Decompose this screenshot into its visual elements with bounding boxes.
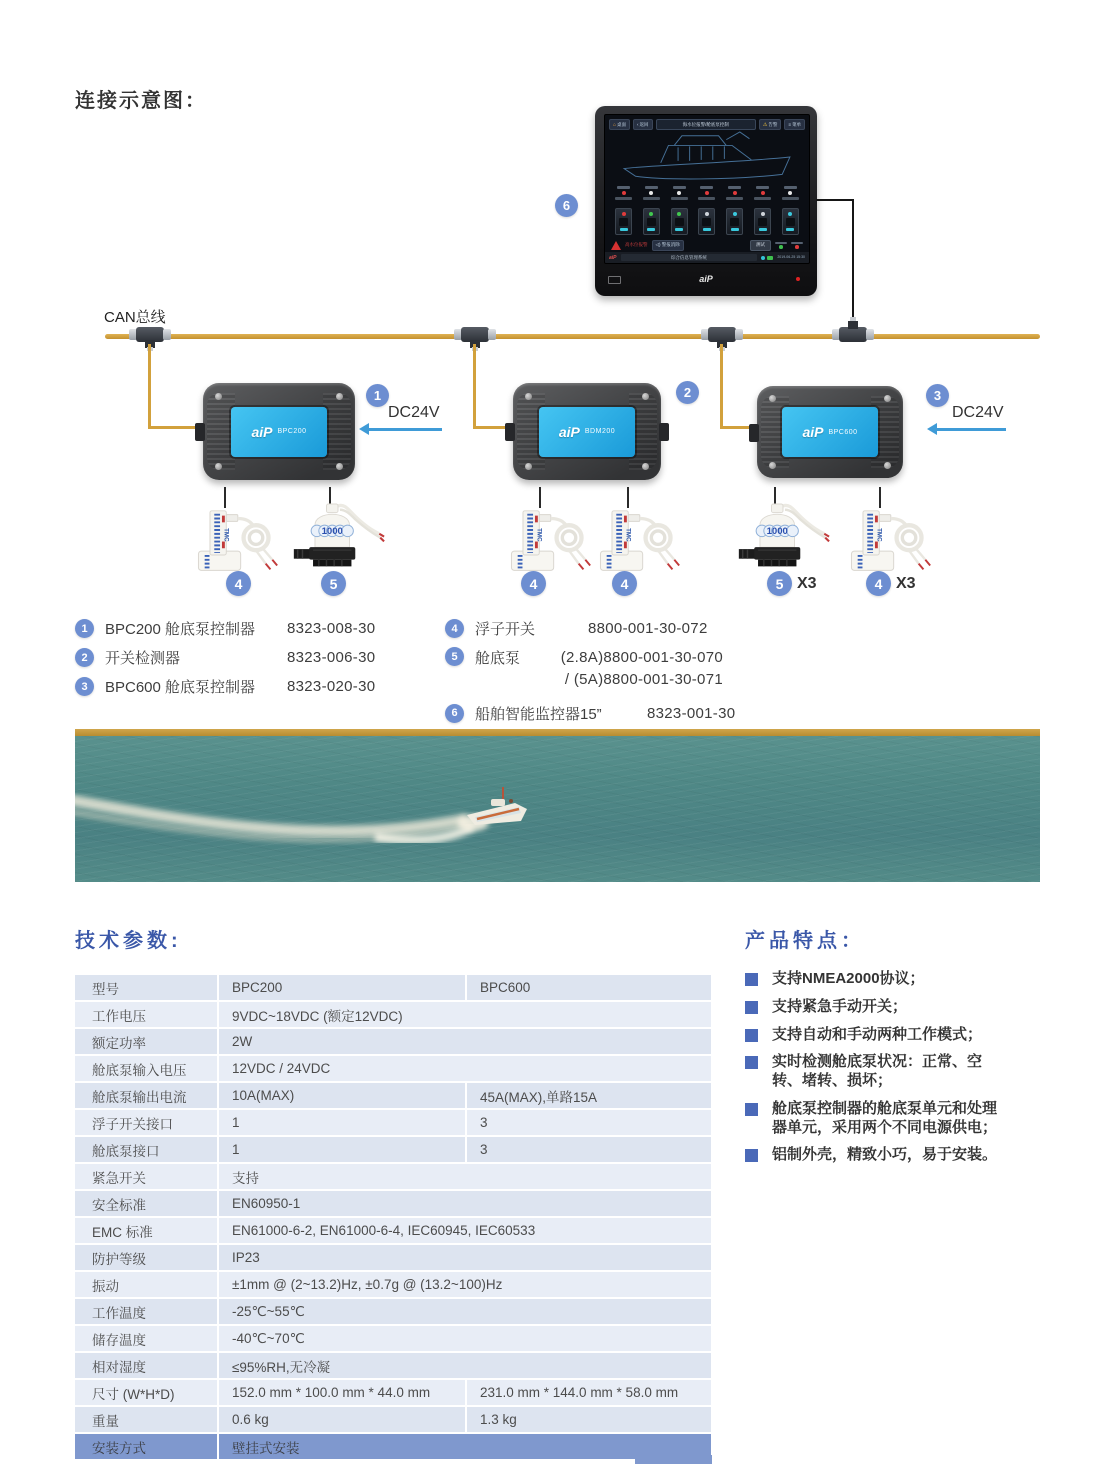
menu-icon: ≡ [788,122,791,127]
brand-logo: aiP [558,423,580,440]
home-icon: ⌂ [613,121,617,128]
high-water-alarm-text: 高水位报警 [625,242,648,247]
dc24v-label-3: DC24V [952,404,1004,421]
sea-boat-photo [75,729,1040,882]
pump-switch-button [615,208,632,235]
spec-row [75,1407,711,1432]
legend-badge-5: 5 [445,647,464,666]
spec-value-bpc600: 45A(MAX),单路15A [467,1083,711,1108]
spec-label: 舱底泵输出电流 [75,1083,217,1108]
feature-text: 支持自动和手动两种工作模式； [772,1025,983,1043]
feature-item [745,1026,1065,1045]
can-bus-line [105,334,1040,339]
feature-text: 舱底泵控制器的舱底泵单元和处理器单元，采用两个不同电源供电； [772,1099,998,1136]
controller-bpc200 [203,383,355,480]
badge-4: 4 [226,571,251,596]
spec-label: 额定功率 [75,1029,217,1054]
monitor-footer-logo: aiP [609,254,617,261]
ship-monitor-device [595,106,817,296]
monitor-footer-icons [761,256,773,260]
spec-label: 安全标准 [75,1191,217,1216]
spec-row [75,1110,711,1135]
legend-name: 开关检测器 [105,650,181,667]
legend-badge-1: 1 [75,619,94,638]
t-connector-2 [454,326,496,343]
spec-value-bpc200: ≤95%RH,无冷凝 [219,1353,711,1378]
spec-row [75,1137,711,1162]
spec-value-bpc600: 231.0 mm * 144.0 mm * 58.0 mm [467,1380,711,1405]
spec-value-bpc600: 1.3 kg [467,1407,711,1432]
qty-x3: X3 [896,574,916,592]
spec-label: 舱底泵输入电压 [75,1056,217,1081]
legend-badge-4: 4 [445,619,464,638]
float-switch [498,505,594,580]
spec-value-bpc200: 10A(MAX) [219,1083,465,1108]
spec-row [75,1002,711,1027]
specs-heading: 技术参数: [75,930,182,952]
bilge-pump [290,502,386,577]
boat-wake-graphic [75,729,1040,882]
spec-label: EMC 标准 [75,1218,217,1243]
compartment-indicator [643,186,660,200]
monitor-screen [604,114,810,264]
photo-top-band [75,729,1040,736]
compartment-indicator [726,186,743,200]
spec-label: 相对湿度 [75,1353,217,1378]
spec-label: 储存温度 [75,1326,217,1351]
bullet-square-icon [745,1001,758,1014]
drop-cable-3 [720,344,723,429]
monitor-cable-vertical [852,199,854,323]
spec-value-bpc200: EN60950-1 [219,1191,711,1216]
controller-bpc600 [757,386,903,478]
legend-badge-3: 3 [75,677,94,696]
drop-cable-1 [148,344,151,429]
spec-value-bpc600: 3 [467,1110,711,1135]
monitor-switch-row [615,208,799,235]
status-indicator-normal [775,242,787,249]
spec-label: 舱底泵接口 [75,1137,217,1162]
monitor-status-bar [605,252,809,263]
power-led [796,277,800,281]
spec-row [75,1191,711,1216]
table-bottom-notch [635,1455,712,1464]
legend-item [445,703,765,724]
badge-3: 3 [926,384,949,407]
spec-value-bpc200: 1 [219,1137,465,1162]
qty-x3: X3 [797,574,817,592]
controller-screen [782,407,878,457]
dc24v-arrow-3 [936,428,1006,431]
brand-logo: aiP [251,423,273,440]
spec-row [75,1299,711,1324]
spec-value-bpc200: IP23 [219,1245,711,1270]
dc24v-arrow-1 [368,428,442,431]
spec-row [75,1353,711,1378]
monitor-footer-title: 综合信息管理系统 [621,254,758,261]
connection-diagram-heading: 连接示意图： [75,90,207,112]
spec-row [75,1083,711,1108]
spec-label: 防护等级 [75,1245,217,1270]
spec-row [75,1380,711,1405]
warning-icon: ⚠ [762,121,768,128]
spec-value-bpc200: 12VDC / 24VDC [219,1056,711,1081]
float-switch [587,505,683,580]
compartment-indicator [782,186,799,200]
float-switch [185,505,281,580]
dc24v-label-1: DC24V [388,404,440,421]
controller-model: BDM200 [584,428,616,435]
spec-label: 振动 [75,1272,217,1297]
specs-table [75,975,711,1461]
feature-item [745,998,1065,1017]
spec-label: 型号 [75,975,217,1000]
legend-item [75,676,445,697]
monitor-cable-horizontal [816,199,854,201]
controller-bdm200 [513,383,661,480]
monitor-screen-title: 海水位报警/舱底泵控制 [656,119,756,130]
legend-item [445,618,765,639]
spec-value-bpc200: EN61000-6-2, EN61000-6-4, IEC60945, IEC60533 [219,1218,711,1243]
monitor-alarm-bar [611,239,803,251]
monitor-indicator-row [615,186,799,200]
bullet-square-icon [745,1103,758,1116]
pump-switch-button [671,208,688,235]
spec-row [75,975,711,1000]
spec-value-bpc200: 2W [219,1029,711,1054]
status-indicator-fault [791,242,803,249]
pump-switch-button [698,208,715,235]
spec-value-bpc200: 9VDC~18VDC (额定12VDC) [219,1002,711,1027]
spec-row [75,1029,711,1054]
legend-badge-2: 2 [75,648,94,667]
compartment-indicator [754,186,771,200]
legend-part-number: 8323-008-30 [287,620,376,637]
spec-row [75,1056,711,1081]
pump-switch-button [726,208,743,235]
alarm-mute-button: ◁) 警报消除 [652,240,684,251]
spec-row [75,1164,711,1189]
badge-4-x3 [866,571,916,596]
legend-part-number: 8800-001-30-072 [588,620,708,637]
badge-5: 5 [767,571,792,596]
badge-1: 1 [366,384,389,407]
spec-value-bpc200: -25℃~55℃ [219,1299,711,1324]
spec-row [75,1272,711,1297]
feature-item [745,1100,1065,1138]
spec-row [75,1434,711,1459]
monitor-alarm-button: ⚠ 告警 [759,119,781,130]
legend-right-column [445,618,765,732]
features-list [745,970,1065,1174]
monitor-desktop-button: ⌂ 桌面 [609,119,630,130]
brand-logo: aiP [802,424,824,440]
test-button: 测试 [750,240,771,251]
badge-6: 6 [555,194,578,217]
legend-part-number: 8323-006-30 [287,649,376,666]
spec-row [75,1218,711,1243]
legend-name: 浮子开关 [475,621,536,638]
t-connector-1 [129,326,171,343]
controller-model: BPC600 [828,428,858,436]
speaker-icon: ◁) [655,242,662,247]
spec-label: 工作电压 [75,1002,217,1027]
feature-text: 实时检测舱底泵状况：正常、空转、堵转、损坏； [772,1053,983,1089]
feature-item [745,1146,1065,1165]
badge-2: 2 [676,381,699,404]
badge-5: 5 [321,571,346,596]
spec-value-bpc600: 3 [467,1137,711,1162]
badge-4: 4 [612,571,637,596]
monitor-bezel [604,264,808,294]
spec-value-bpc200: 支持 [219,1164,711,1189]
feature-text: 支持NMEA2000协议； [772,970,925,987]
feature-item [745,1053,1065,1091]
legend-part-number: 8323-001-30 [647,704,736,722]
float-switch [838,505,934,580]
spec-label: 浮子开关接口 [75,1110,217,1135]
features-heading: 产品特点： [745,930,865,952]
t-connector-monitor [832,326,874,343]
drop-cable-2 [473,344,476,429]
badge-5-x3 [767,571,817,596]
legend-name: BPC200 舱底泵控制器 [105,621,256,638]
legend-item [445,647,765,691]
bilge-pump [735,502,831,577]
feature-text: 支持紧急手动开关； [772,997,908,1015]
legend-item [75,618,445,639]
spec-label: 安装方式 [75,1434,217,1459]
bullet-square-icon [745,1149,758,1162]
spec-value-bpc600: BPC600 [467,975,711,1000]
monitor-top-bar [609,119,805,130]
t-connector-3 [701,326,743,343]
bullet-square-icon [745,1029,758,1042]
bullet-square-icon [745,973,758,986]
spec-value-bpc200: 0.6 kg [219,1407,465,1432]
compartment-indicator [671,186,688,200]
spec-row [75,1245,711,1270]
legend-badge-6: 6 [445,704,464,723]
legend-left-column [75,618,445,705]
controller-screen [539,407,635,457]
spec-value-bpc200: 1 [219,1110,465,1135]
spec-value-bpc200: 152.0 mm * 100.0 mm * 44.0 mm [219,1380,465,1405]
back-icon: ‹ [637,122,639,127]
specs-table-rows [75,975,711,1459]
can-bus-label: CAN总线 [104,309,166,326]
spec-label: 紧急开关 [75,1164,217,1189]
spec-value-bpc200: BPC200 [219,975,465,1000]
boat-outline-graphic [617,130,797,184]
feature-text: 铝制外壳，精致小巧，易于安装。 [772,1146,998,1164]
legend-part-number: (2.8A)8800-001-30-070 / (5A)8800-001-30-071 [560,649,723,688]
spec-value-bpc200: 壁挂式安装 [219,1434,711,1459]
monitor-brand-logo: aiP [699,274,713,284]
bullet-square-icon [745,1056,758,1069]
compartment-indicator [615,186,632,200]
controller-model: BPC200 [277,428,307,435]
legend-item [75,647,445,668]
monitor-back-button: ‹ 返回 [633,119,653,130]
legend-name: 舱底泵 [475,650,521,667]
spec-label: 尺寸 (W*H*D) [75,1380,217,1405]
pump-switch-button [782,208,799,235]
spec-value-bpc200: -40℃~70℃ [219,1326,711,1351]
wifi-icon [761,256,765,260]
controller-screen [231,407,327,457]
monitor-menu-button: ≡ 菜单 [784,119,805,130]
spec-label: 工作温度 [75,1299,217,1324]
alarm-triangle-icon [611,241,621,250]
spec-label: 重量 [75,1407,217,1432]
pump-switch-button [754,208,771,235]
badge-4: 4 [521,571,546,596]
legend-name: 船舶智能监控器15” [475,705,602,723]
legend-name: BPC600 舱底泵控制器 [105,679,256,696]
badge-4: 4 [866,571,891,596]
legend-part-number: 8323-020-30 [287,678,376,695]
pump-switch-button [643,208,660,235]
spec-value-bpc200: ±1mm @ (2~13.2)Hz, ±0.7g @ (13.2~100)Hz [219,1272,711,1297]
monitor-datetime: 2019-06-25 15:30 [777,254,805,259]
feature-item [745,970,1065,989]
spec-row [75,1326,711,1351]
compartment-indicator [698,186,715,200]
usb-port-icon [608,276,621,284]
battery-icon [767,256,773,260]
